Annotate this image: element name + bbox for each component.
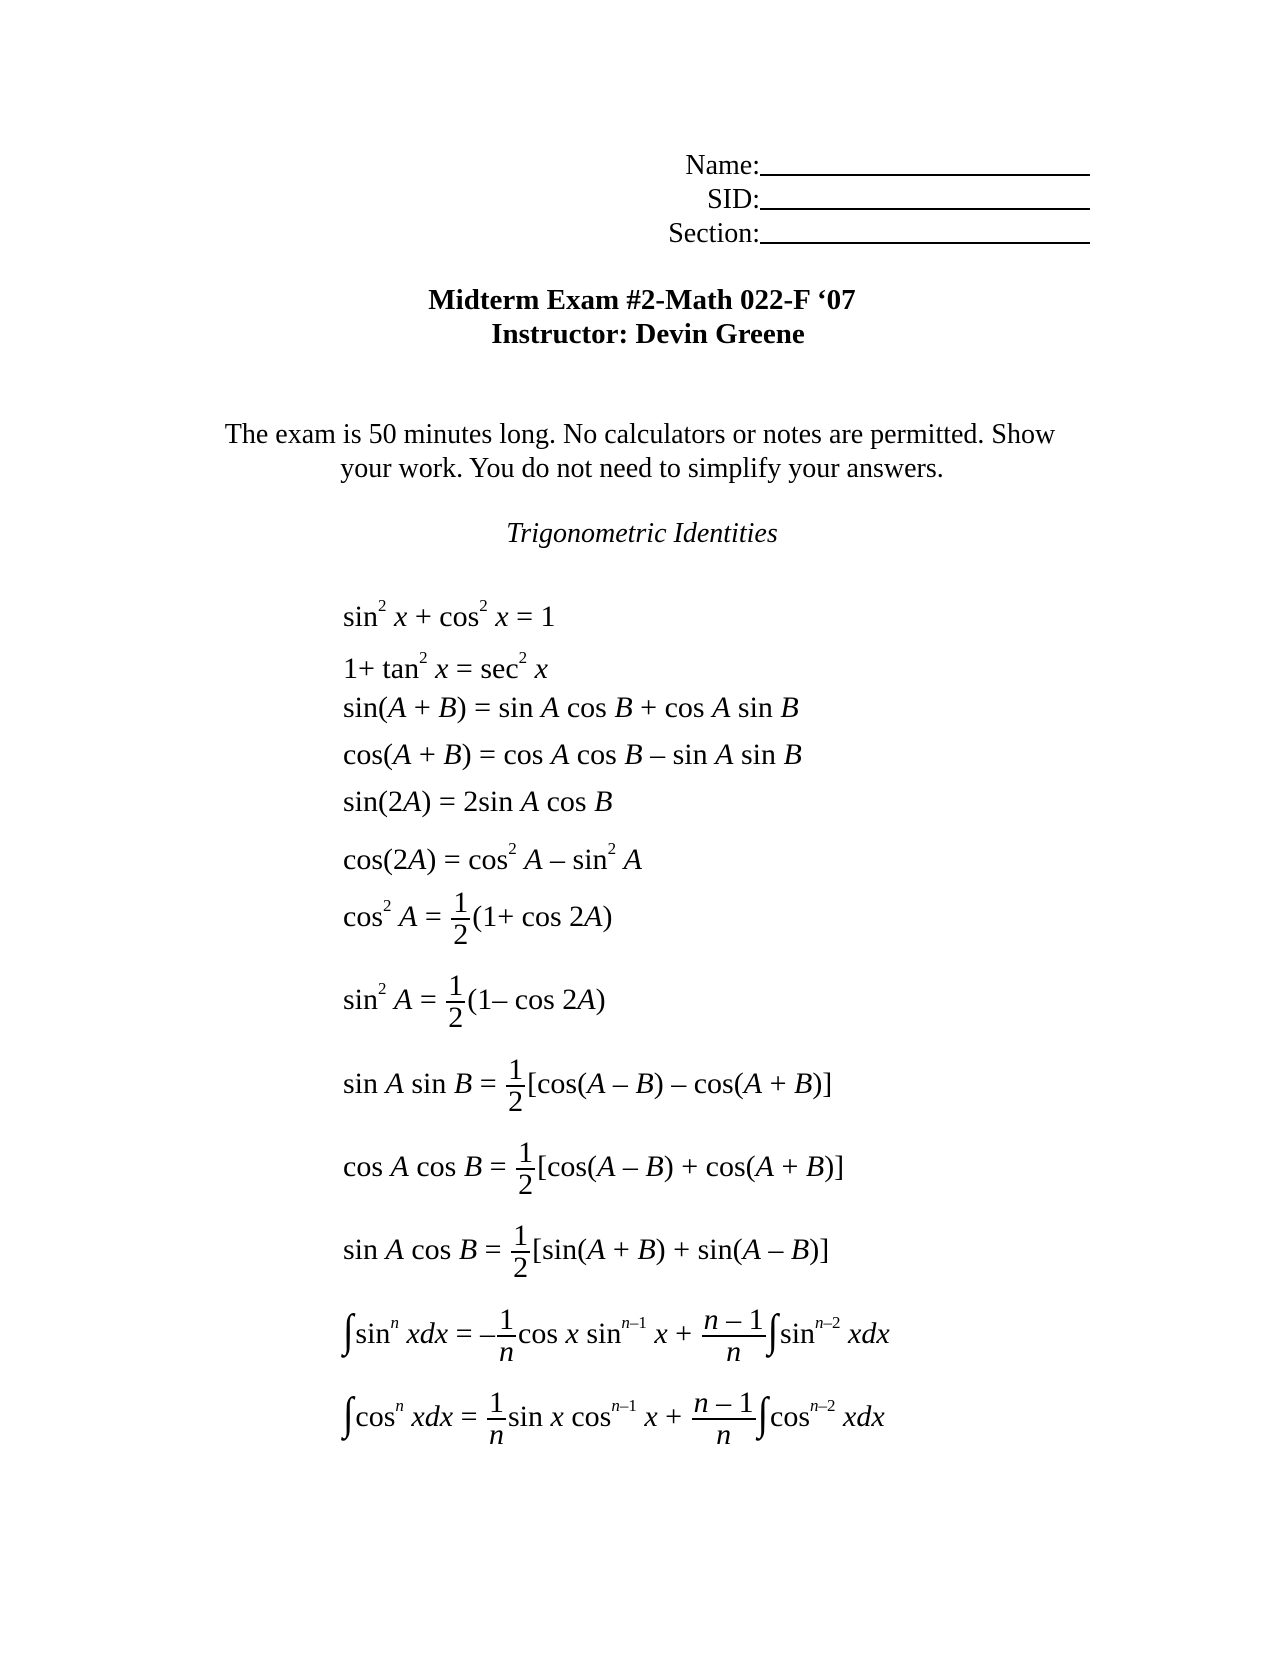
fraction-one-half: $\frac{1}{2}$ (453, 886, 469, 951)
fraction-one-half: $\frac{1}{2}$ (518, 1136, 534, 1201)
sid-label: SID: (707, 184, 760, 215)
identities-heading: Trigonometric Identities (506, 518, 778, 549)
fraction-one-over-n: $\frac{1}{n}$ (488, 1386, 504, 1451)
formula-cos-sum: cos(A + B) = cos A cos B – sin A sin B (343, 738, 802, 771)
instructions-line-2: your work. You do not need to simplify your answers. (340, 453, 944, 484)
fraction-one-over-n: $\frac{1}{n}$ (499, 1303, 514, 1368)
formula-tan-sec: $1+ \tan^2 x = \sec^2 x$ (343, 648, 548, 685)
section-blank-line (760, 242, 1090, 244)
integral-sign-icon: ∫ (757, 1388, 768, 1440)
fraction-n-minus-one-over-n: $\frac{n - 1}{n}$ (693, 1386, 754, 1451)
integral-sign-icon: ∫ (343, 1305, 354, 1357)
fraction-one-half: $\frac{1}{2}$ (448, 969, 464, 1034)
fraction-one-half: $\frac{1}{2}$ (513, 1219, 529, 1284)
sid-field (600, 184, 1090, 216)
formula-sin-sin-product: sin A sin B = $\frac{1}{2}$ [cos(A – B) – cos(A + B)] (343, 1053, 833, 1118)
formula-sin-power-reduction: $\int\sin^n$ xdx = – $\frac{1}{n}$ cos x $\sin^{n-1} x$ + $\frac{n - 1}{n}$ $\int\sin^{n-2}$ xdx (343, 1303, 890, 1368)
exam-title: Midterm Exam #2-Math 022-F ‘07 (428, 284, 856, 316)
formula-cos-double: $\cos(2A) = \cos^2 A - \sin^2 A$ (343, 839, 642, 876)
integral-sign-icon: ∫ (767, 1305, 779, 1357)
name-blank-line (760, 174, 1090, 176)
fraction-n-minus-one-over-n: $\frac{n - 1}{n}$ (703, 1303, 764, 1368)
integral-sign-icon: ∫ (343, 1388, 354, 1440)
formula-sin-sum: sin(A + B) = sin A cos B + cos A sin B (343, 691, 799, 724)
formula-pythagorean: $\sin^2 x + \cos^2 x = 1$ (343, 596, 556, 633)
formula-sin-cos-product: sin A cos B = $\frac{1}{2}$ [sin(A + B) + sin(A – B)] (343, 1219, 830, 1284)
formula-cos-power-reduction: $\int\cos^n$ xdx = $\frac{1}{n}$ sin x $\cos^{n-1} x$ + $\frac{n - 1}{n}$ $\int\cos^{n-2}$ xdx (343, 1386, 885, 1451)
formula-sin-double: sin(2A) = 2sin A cos B (343, 785, 613, 818)
formula-cos-cos-product: cos A cos B = $\frac{1}{2}$ [cos(A – B) + cos(A + B)] (343, 1136, 845, 1201)
formula-sin-squared: $\sin^2 A$ = $\frac{1}{2}$ (1– cos 2A) (343, 969, 606, 1034)
instructions-line-1: The exam is 50 minutes long. No calculators or notes are permitted. Show (224, 419, 1056, 450)
section-field (600, 218, 1090, 250)
fraction-one-half: $\frac{1}{2}$ (508, 1053, 524, 1118)
name-label: Name: (685, 150, 760, 181)
section-label: Section: (668, 218, 760, 249)
name-field (600, 150, 1090, 182)
instructor-line: Instructor: Devin Greene (491, 318, 805, 350)
formula-cos-squared: $\cos^2 A$ = $\frac{1}{2}$ (1+ cos 2A) (343, 886, 613, 951)
sid-blank-line (760, 208, 1090, 210)
